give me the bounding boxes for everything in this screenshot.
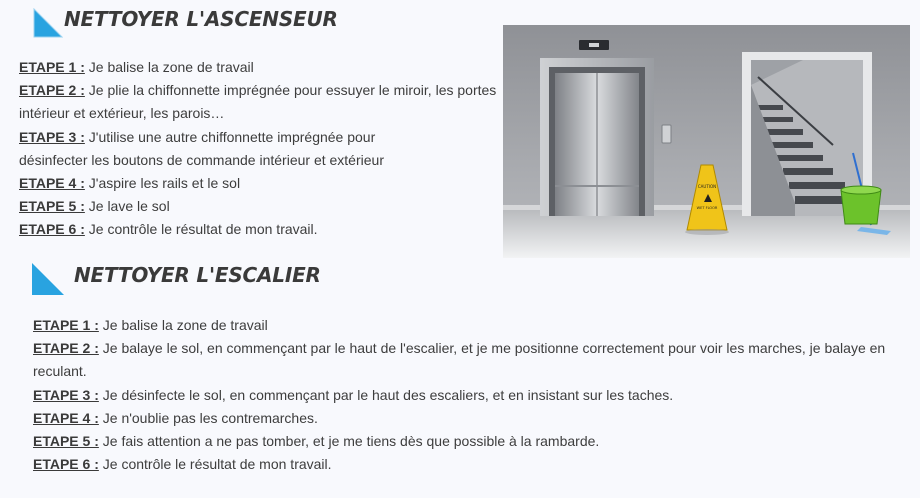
step-label: ETAPE 1 : [19,59,85,75]
step-text: Je contrôle le résultat de mon travail. [84,221,318,238]
step-item [33,407,903,430]
triangle-bullet-icon [31,262,65,296]
elevator-steps-list [19,56,504,242]
step-item [19,218,504,241]
triangle-bullet-icon [33,8,63,38]
step-text: Je lave le sol [84,198,170,215]
step-text: Je balaye le sol, en commençant par le haut de l'escalier, et je me positionne correctement pour voir les marches, je balaye en reculant. [33,340,886,380]
step-item [19,172,504,195]
section-title-elevator: NETTOYER L'ASCENSEUR [64,7,338,31]
step-item [33,430,903,453]
step-text: Je balise la zone de travail [84,59,254,75]
step-text: J'utilise une autre chiffonnette imprégnée pour désinfecter les boutons de commande intérieur et extérieur [19,128,384,168]
step-item [33,453,903,476]
step-label: ETAPE 5 : [19,198,85,215]
step-text: J'aspire les rails et le sol [84,175,241,192]
sign-caution-text: CAUTION [697,184,717,189]
step-label: ETAPE 6 : [33,456,99,473]
step-label: ETAPE 1 : [33,317,99,333]
step-label: ETAPE 5 : [33,433,99,450]
step-item [33,337,903,383]
step-label: ETAPE 4 : [33,409,99,426]
step-item [19,126,434,172]
step-label: ETAPE 3 : [33,386,99,403]
section-title-stairs: NETTOYER L'ESCALIER [74,263,321,287]
step-label: ETAPE 6 : [19,221,85,238]
elevator-illustration [503,25,910,258]
step-text: Je désinfecte le sol, en commençant par le haut des escaliers, et en insistant sur les taches. [98,386,674,403]
sign-wetfloor-text: WET FLOOR [696,206,718,210]
step-item [19,195,504,218]
step-text: Je contrôle le résultat de mon travail. [98,456,332,473]
step-label: ETAPE 2 : [33,340,99,357]
step-item [33,384,903,407]
step-text: Je n'oublie pas les contremarches. [98,409,318,426]
step-text: Je balise la zone de travail [98,317,268,333]
step-item [19,56,504,79]
step-label: ETAPE 2 : [19,82,85,99]
stairs-steps-list [33,314,903,476]
step-label: ETAPE 3 : [19,128,85,145]
step-item [33,314,903,337]
step-text: Je fais attention a ne pas tomber, et je me tiens dès que possible à la rambarde. [98,433,600,450]
step-text: Je plie la chiffonnette imprégnée pour essuyer le miroir, les portes intérieur et extérieur, les parois… [19,82,497,122]
step-item [19,79,504,125]
step-label: ETAPE 4 : [19,175,85,192]
